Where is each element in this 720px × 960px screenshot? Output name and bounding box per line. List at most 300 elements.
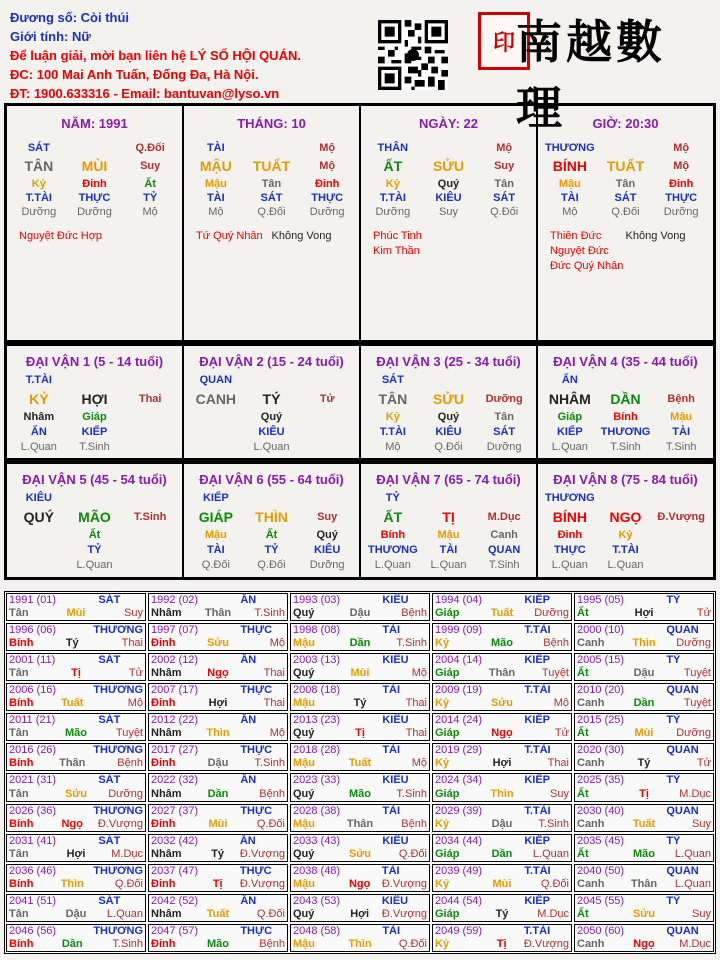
thap-than: QUAN: [199, 374, 233, 386]
year-chi: Tý: [211, 847, 225, 860]
year-truong-sinh: Suy: [124, 607, 143, 620]
spacer: [122, 491, 178, 506]
year-truong-sinh: Tử: [696, 607, 711, 620]
year-can: Mậu: [293, 637, 315, 650]
year-chi: Hợi: [208, 697, 228, 710]
year-label: 2012 (22): [151, 714, 199, 727]
spacer: [653, 373, 709, 388]
year-truong-sinh: Mộ: [411, 757, 427, 770]
year-thap-than: SÁT: [98, 654, 121, 667]
year-thap-than: TÀI: [382, 684, 401, 697]
year-label: 2013 (23): [293, 714, 341, 727]
year-chi: Tuất: [61, 697, 84, 710]
tang-can: Giáp: [82, 411, 107, 423]
year-chi: Tị: [212, 877, 223, 890]
year-cell: [574, 683, 714, 711]
year-truong-sinh: Bệnh: [401, 817, 427, 830]
year-cell: [6, 834, 146, 862]
year-label: 2038 (48): [293, 864, 341, 877]
year-truong-sinh: Dưỡng: [108, 787, 143, 800]
year-label: 2016 (26): [9, 744, 57, 757]
year-cell: [432, 773, 572, 801]
year-thap-than: KIẾP: [524, 714, 551, 727]
year-chi: Mùi: [66, 607, 86, 620]
year-truong-sinh: Q.Đối: [540, 877, 569, 890]
year-cell: [574, 924, 714, 952]
year-chi: Tị: [639, 787, 649, 800]
year-truong-sinh: L.Quan: [674, 877, 711, 890]
year-cell: [432, 924, 572, 952]
year-chi: Sửu: [490, 697, 513, 710]
year-cell: [290, 894, 430, 922]
year-label: 2044 (54): [435, 894, 483, 907]
pillar-r2: ẤT: [383, 158, 403, 174]
year-cell: [574, 593, 714, 621]
year-can: Canh: [577, 877, 605, 890]
pillar-r2: Suy: [140, 160, 161, 172]
year-can: Nhâm: [151, 907, 182, 920]
year-thap-than: ẤN: [239, 834, 256, 847]
year-label: 2031 (41): [9, 834, 57, 847]
tang-can: Quý: [316, 529, 338, 541]
pillar-title: NGÀY: 22: [419, 116, 478, 131]
year-label: 2006 (16): [9, 684, 57, 697]
than-sat-list: [7, 223, 182, 250]
than-sat: Nguyệt Đức Hợp: [19, 230, 103, 242]
dai-van-title: ĐẠI VẬN 6 (55 - 64 tuổi): [199, 472, 344, 487]
year-chi: Dậu: [349, 607, 371, 620]
year-label: 1999 (09): [435, 624, 483, 637]
spacer: [421, 491, 477, 506]
chi: THÌN: [255, 509, 288, 525]
than-sat: Phúc Tinh: [373, 230, 422, 242]
year-thap-than: KIẾP: [524, 894, 551, 907]
can: CANH: [195, 391, 237, 407]
year-label: 2045 (55): [577, 894, 625, 907]
year-can: Bính: [9, 637, 34, 650]
tang-can: Quý: [437, 411, 460, 423]
year-thap-than: KIÊU: [382, 834, 409, 847]
year-cell: [432, 623, 572, 651]
year-can: Kỷ: [435, 937, 450, 950]
tang-can: Bính: [613, 411, 638, 423]
year-thap-than: TÀI: [381, 864, 400, 877]
year-chi: Sửu: [64, 787, 87, 800]
pillar-r4: TÀI: [560, 192, 579, 204]
year-thap-than: QUAN: [666, 744, 699, 757]
year-chi: Tuất: [348, 757, 372, 770]
year-thap-than: TÀI: [382, 744, 401, 757]
year-can: Mậu: [293, 697, 315, 710]
pillar-r5: Dưỡng: [21, 206, 57, 218]
tang-thap-than: KIÊU: [314, 544, 341, 556]
year-cell: [290, 834, 430, 862]
year-label: 1995 (05): [577, 594, 625, 606]
year-truong-sinh: Thai: [547, 757, 569, 770]
year-label: 2010 (20): [577, 684, 625, 697]
year-thap-than: THƯƠNG: [93, 804, 143, 817]
spacer: [598, 491, 654, 506]
dai-van-title: ĐẠI VẬN 1 (5 - 14 tuổi): [25, 354, 164, 369]
year-chi: Ngọ: [633, 937, 655, 950]
can: GIÁP: [198, 509, 233, 525]
year-label: 2032 (42): [151, 834, 199, 847]
tang-truong-sinh: Mộ: [385, 441, 401, 453]
year-chi: Hợi: [66, 847, 86, 860]
year-thap-than: SÁT: [98, 834, 121, 847]
year-thap-than: TỶ: [666, 894, 681, 907]
year-thap-than: THƯƠNG: [93, 624, 143, 637]
seal-icon: 印: [478, 12, 530, 70]
year-thap-than: TỶ: [666, 654, 681, 667]
year-label: 2011 (21): [9, 714, 56, 727]
year-truong-sinh: Dưỡng: [676, 727, 711, 740]
tang-truong-sinh: L.Quan: [76, 559, 113, 571]
pillar-cell: [183, 105, 360, 341]
year-truong-sinh: Tử: [554, 727, 569, 740]
year-thap-than: SÁT: [98, 774, 121, 787]
year-truong-sinh: M.Dục: [111, 847, 143, 860]
pillar-r3: Tân: [261, 178, 282, 190]
tang-can: Nhâm: [23, 411, 55, 423]
year-thap-than: T.TÀI: [524, 804, 551, 817]
year-chi: Tị: [496, 937, 507, 950]
tang-truong-sinh: [122, 440, 178, 455]
year-truong-sinh: Suy: [692, 817, 711, 830]
year-can: Tân: [9, 847, 29, 860]
year-chi: Tị: [71, 667, 81, 680]
year-label: 2043 (53): [293, 894, 341, 907]
tang-can: Ất: [88, 529, 101, 541]
dai-van-row-1: [4, 343, 716, 461]
pillar-r1: THÂN: [377, 142, 409, 154]
year-truong-sinh: Thai: [405, 727, 427, 740]
tang-truong-sinh: T.Sinh: [488, 559, 520, 571]
year-truong-sinh: Đ.Vượng: [523, 937, 569, 950]
tang-thap-than: TÀI: [439, 544, 458, 556]
year-truong-sinh: Dưỡng: [534, 607, 569, 620]
pillar-r4: SÁT: [493, 192, 516, 204]
year-truong-sinh: Thai: [121, 637, 143, 650]
year-truong-sinh: Q.Đối: [256, 907, 285, 920]
tang-can: Kỷ: [385, 411, 400, 423]
year-label: 2002 (12): [151, 654, 199, 667]
dai-van-title: ĐẠI VẬN 7 (65 - 74 tuổi): [376, 472, 521, 487]
tang-can: Giáp: [557, 411, 583, 423]
dai-van-body: [7, 491, 182, 573]
pillar-r3: Đinh: [668, 178, 694, 190]
year-truong-sinh: Q.Đối: [398, 937, 427, 950]
year-chi: Mão: [348, 787, 371, 800]
qr-code-icon[interactable]: [378, 20, 448, 90]
chi: DẦN: [610, 391, 641, 407]
year-chi: Thìn: [348, 937, 372, 950]
year-cell: [574, 894, 714, 922]
year-truong-sinh: Q.Đối: [114, 877, 143, 890]
year-label: 1998 (08): [293, 624, 341, 637]
year-chi: Dậu: [633, 667, 655, 680]
dai-van-cell: [6, 345, 183, 459]
year-label: 2023 (33): [293, 774, 341, 787]
year-chi: Hợi: [350, 907, 370, 920]
dai-van-cell: [6, 463, 183, 578]
year-thap-than: KIẾP: [524, 774, 551, 787]
year-cell: [6, 593, 146, 621]
year-chi: Hợi: [492, 757, 512, 770]
truong-sinh: Suy: [317, 511, 338, 523]
tang-thap-than: [653, 543, 709, 558]
year-cell: [6, 713, 146, 741]
pillar-r1: [67, 141, 123, 155]
pillar-r1: TÀI: [206, 142, 225, 154]
year-thap-than: QUAN: [666, 864, 699, 877]
pillar-r2: Mộ: [319, 160, 336, 172]
tang-truong-sinh: [653, 558, 709, 573]
year-truong-sinh: T.Sinh: [396, 637, 427, 650]
year-label: 2040 (50): [577, 864, 625, 877]
pillar-r5: Q.Đối: [257, 206, 286, 218]
truong-sinh: Tử: [319, 393, 335, 405]
year-chi: Tuất: [632, 817, 656, 830]
tang-thap-than: [122, 543, 178, 558]
year-label: 2025 (35): [577, 774, 625, 787]
year-thap-than: THỰC: [240, 924, 273, 937]
year-can: Quý: [293, 607, 315, 620]
truong-sinh: Thai: [138, 393, 162, 405]
pillar-r1: Mộ: [496, 142, 513, 154]
tang-truong-sinh: [122, 558, 178, 573]
spacer: [244, 373, 300, 388]
pillar-r2: MÙI: [81, 158, 108, 174]
tang-can: Mậu: [437, 529, 460, 541]
tang-truong-sinh: [11, 558, 67, 573]
pillar-cell: [6, 105, 183, 341]
can: KỶ: [29, 391, 49, 407]
year-label: 2009 (19): [435, 684, 483, 697]
year-can: Giáp: [435, 847, 460, 860]
year-thap-than: T.TÀI: [523, 924, 551, 937]
spacer: [653, 491, 709, 506]
year-cell: [290, 773, 430, 801]
pillar-r3: Ất: [144, 178, 156, 190]
year-label: 2027 (37): [151, 804, 199, 817]
year-thap-than: KIẾP: [524, 654, 551, 667]
tang-thap-than: [122, 425, 178, 440]
year-chi: Mão: [206, 937, 229, 950]
year-can: Ất: [577, 847, 589, 860]
year-thap-than: QUAN: [666, 684, 699, 697]
than-sat: Tứ Quý Nhân: [196, 230, 263, 242]
pillar-r1: Mộ: [319, 142, 336, 154]
year-can: Canh: [577, 937, 605, 950]
year-cell: [574, 834, 714, 862]
year-chi: Mùi: [208, 817, 228, 830]
than-sat: Đức Quý Nhân: [550, 260, 624, 272]
dai-van-row-2: [4, 461, 716, 580]
spacer: [122, 373, 178, 388]
year-can: Tân: [9, 907, 29, 920]
year-truong-sinh: Tử: [128, 667, 143, 680]
tang-thap-than: [299, 425, 355, 440]
year-can: Ất: [577, 727, 589, 740]
year-chi: Thìn: [206, 727, 230, 740]
year-thap-than: ẤN: [240, 714, 257, 727]
year-label: 2047 (57): [151, 924, 199, 937]
dai-van-body: [7, 373, 182, 455]
tang-can: Canh: [490, 529, 518, 541]
year-truong-sinh: Tuyệt: [683, 667, 711, 680]
than-sat-list: [361, 223, 536, 265]
year-chi: Dậu: [65, 907, 87, 920]
year-can: Quý: [293, 667, 315, 680]
year-thap-than: THỰC: [240, 624, 273, 637]
year-thap-than: THỰC: [240, 804, 273, 817]
pillar-title: GIỜ: 20:30: [592, 116, 659, 131]
than-sat: Kim Thần: [373, 245, 420, 257]
year-truong-sinh: Mộ: [269, 727, 285, 740]
tang-can: Mậu: [204, 529, 227, 541]
year-chi: Mùi: [634, 727, 654, 740]
year-label: 2004 (14): [435, 654, 483, 667]
year-can: Đinh: [151, 877, 176, 890]
year-truong-sinh: Đ.Vượng: [239, 877, 285, 890]
pillar-r2: TUẤT: [606, 158, 645, 174]
year-thap-than: KIÊU: [382, 774, 409, 787]
address: ĐC: 100 Mai Anh Tuấn, Đống Đa, Hà Nội.: [10, 67, 259, 82]
year-truong-sinh: Bệnh: [543, 637, 569, 650]
year-truong-sinh: M.Dục: [679, 937, 711, 950]
can: ẤT: [383, 509, 403, 525]
year-can: Nhâm: [151, 727, 182, 740]
year-can: Tân: [9, 667, 29, 680]
tang-truong-sinh: L.Quan: [430, 559, 467, 571]
year-can: Tân: [9, 727, 29, 740]
tang-truong-sinh: Q.Đối: [434, 441, 463, 453]
pillar-r1: [244, 141, 300, 155]
tang-thap-than: TỶ: [87, 544, 102, 556]
year-chi: Dần: [349, 637, 371, 650]
year-truong-sinh: Bệnh: [259, 787, 285, 800]
year-chi: Mão: [632, 847, 655, 860]
year-thap-than: T.TÀI: [524, 624, 551, 637]
year-label: 1994 (04): [435, 594, 483, 606]
tang-truong-sinh: Q.Đối: [201, 559, 230, 571]
tang-thap-than: KIÊU: [258, 426, 285, 438]
year-label: 1991 (01): [9, 594, 57, 606]
than-sat: Thiên Đức: [550, 230, 602, 242]
year-label: 2046 (56): [9, 924, 57, 937]
than-sat-list: [184, 223, 359, 250]
year-thap-than: SÁT: [98, 894, 121, 907]
year-can: Đinh: [151, 697, 176, 710]
pillar-r4: SÁT: [614, 192, 637, 204]
year-can: Mậu: [293, 937, 315, 950]
spacer: [244, 491, 300, 506]
year-chi: Ngọ: [348, 877, 371, 890]
tang-thap-than: KIẾP: [556, 426, 583, 438]
four-pillars: [4, 103, 716, 343]
year-cell: [432, 834, 572, 862]
year-truong-sinh: L.Quan: [532, 847, 569, 860]
year-label: 2033 (43): [293, 834, 341, 847]
year-chi: Thân: [59, 757, 86, 770]
year-label: 2034 (44): [435, 834, 483, 847]
tang-can: [188, 410, 244, 425]
year-can: Nhâm: [151, 787, 182, 800]
year-cell: [432, 653, 572, 681]
year-thap-than: THƯƠNG: [93, 864, 143, 877]
year-cell: [290, 623, 430, 651]
year-label: 2019 (29): [435, 744, 483, 757]
dai-van-cell: [183, 345, 360, 459]
year-cell: [574, 623, 714, 651]
pillar-r3: Kỷ: [31, 178, 46, 190]
year-cell: [148, 683, 288, 711]
year-truong-sinh: Suy: [692, 907, 711, 920]
year-thap-than: ẤN: [240, 774, 257, 787]
year-thap-than: SÁT: [98, 594, 121, 606]
tang-can: [653, 528, 709, 543]
year-chi: Dần: [633, 697, 655, 710]
tang-thap-than: T.TÀI: [612, 544, 639, 556]
year-cell: [432, 864, 572, 892]
year-cell: [148, 804, 288, 832]
pillar-body: [538, 141, 713, 219]
year-chi: Mão: [490, 637, 513, 650]
year-thap-than: KIẾP: [524, 594, 551, 606]
year-chi: Dần: [61, 937, 83, 950]
dai-van-body: [361, 373, 536, 455]
year-chi: Tý: [495, 907, 509, 920]
dai-van-title: ĐẠI VẬN 8 (75 - 84 tuổi): [553, 472, 698, 487]
year-thap-than: TỶ: [666, 774, 681, 787]
thap-than: SÁT: [381, 374, 404, 386]
year-thap-than: THƯƠNG: [93, 744, 143, 757]
year-can: Mậu: [293, 757, 315, 770]
year-thap-than: TỶ: [666, 714, 681, 727]
year-truong-sinh: T.Sinh: [254, 757, 285, 770]
pillar-r2: TUẤT: [252, 158, 291, 174]
year-cell: [148, 894, 288, 922]
year-truong-sinh: Mộ: [411, 667, 427, 680]
chi: HỢI: [81, 391, 108, 407]
year-can: Đinh: [151, 637, 176, 650]
pillar-r5: Mộ: [562, 206, 578, 218]
year-truong-sinh: M.Dục: [537, 907, 569, 920]
thap-than: T.TÀI: [25, 374, 52, 386]
year-can: Đinh: [151, 757, 176, 770]
year-cell: [148, 713, 288, 741]
year-thap-than: THỰC: [240, 684, 273, 697]
year-truong-sinh: Mộ: [127, 697, 143, 710]
tang-truong-sinh: L.Quan: [253, 441, 290, 453]
year-thap-than: TÀI: [382, 624, 401, 637]
chi: SỬU: [432, 391, 465, 407]
year-truong-sinh: L.Quan: [674, 847, 711, 860]
year-label: 2039 (49): [435, 864, 483, 877]
tang-can: Ất: [265, 529, 278, 541]
year-can: Canh: [577, 637, 605, 650]
year-cell: [432, 683, 572, 711]
year-chi: Thìn: [490, 787, 514, 800]
year-truong-sinh: Mộ: [269, 637, 285, 650]
pillar-r4: TÀI: [206, 192, 225, 204]
dai-van-title: ĐẠI VẬN 2 (15 - 24 tuổi): [199, 354, 344, 369]
year-thap-than: ẤN: [240, 894, 257, 907]
year-cell: [290, 804, 430, 832]
truong-sinh: Đ.Vượng: [657, 511, 705, 523]
than-sat: Không Vong: [625, 230, 686, 242]
